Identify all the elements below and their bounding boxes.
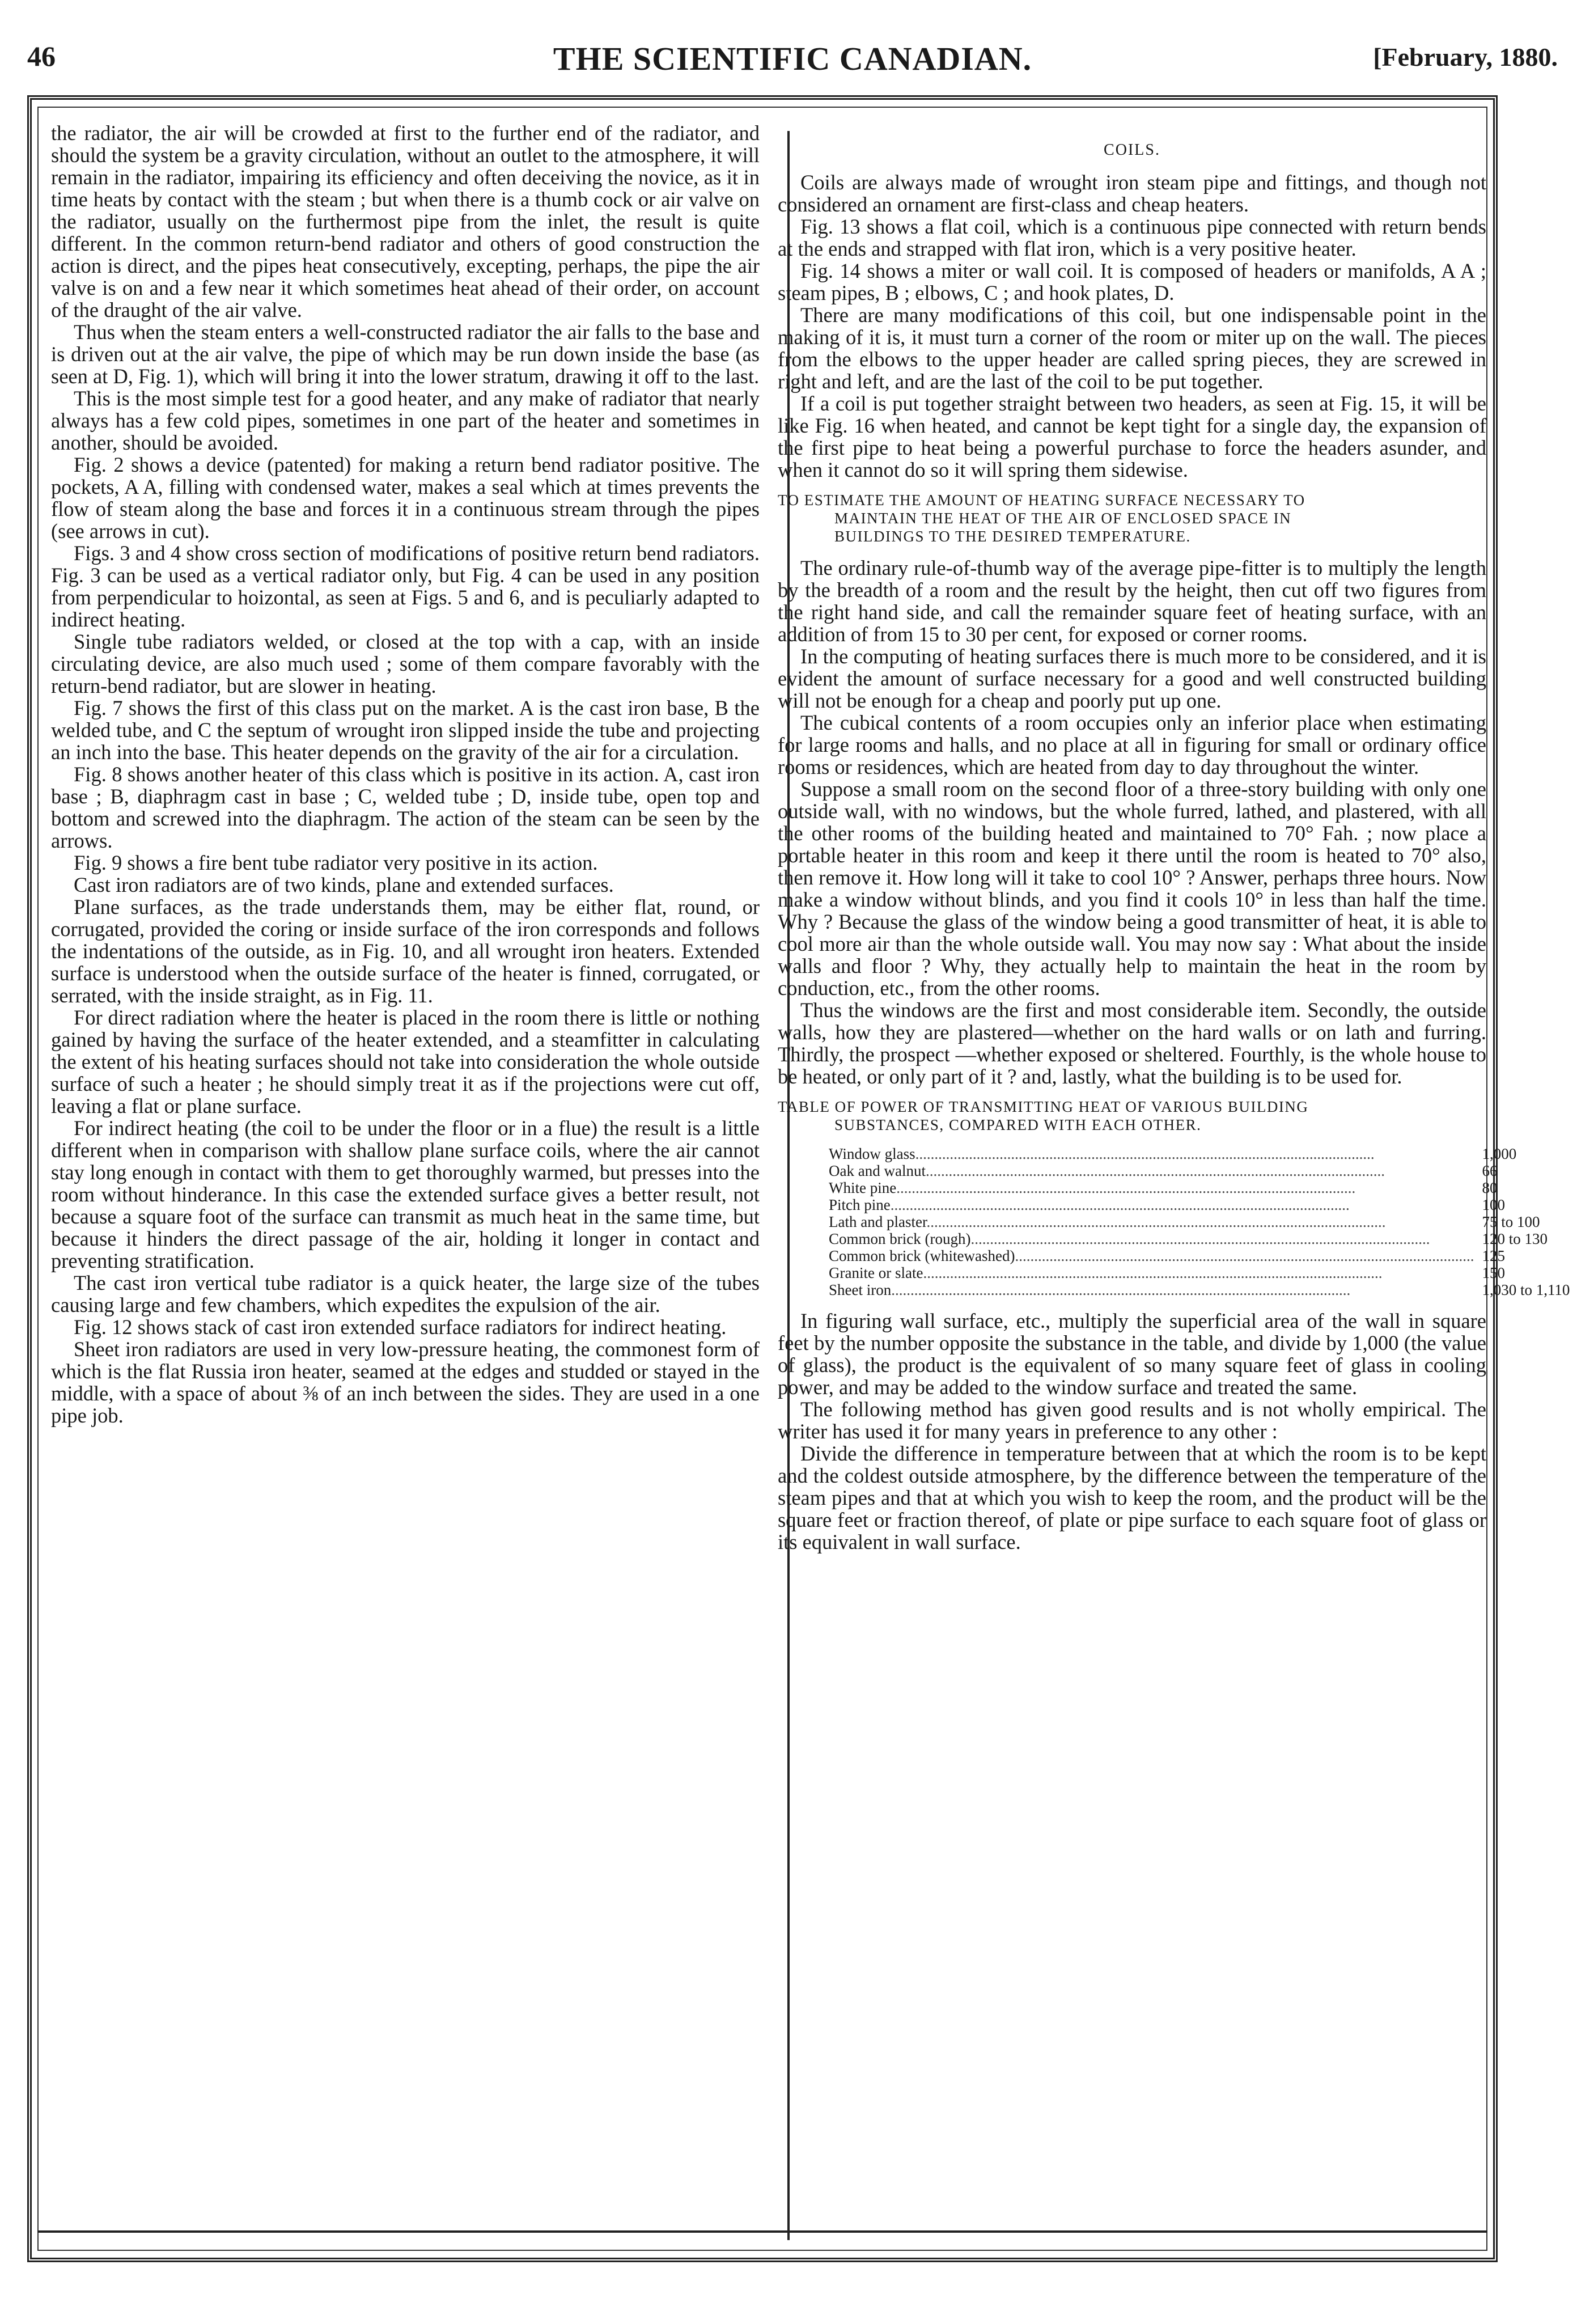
paragraph: Sheet iron radiators are used in very low-pressure heating, the commonest form of which is the flat Russia iron heater, seamed at the edges and studded or stayed in the middle, with a space of about ⅜ of an inch between the sides. They are used in a one pipe job. <box>51 1337 760 1427</box>
table-row <box>829 1162 1570 1179</box>
coils-heading: COILS. <box>1104 141 1160 159</box>
table-row <box>829 1247 1570 1264</box>
substance-value: 150 <box>1482 1264 1505 1281</box>
paragraph: Fig. 9 shows a fire bent tube radiator very positive in its action. <box>74 851 598 874</box>
paragraph: Cast iron radiators are of two kinds, plane and extended surfaces. <box>74 873 614 896</box>
paragraph: Coils are always made of wrought iron steam pipe and fittings, and though not considered an ornament are first-class and cheap heaters. <box>778 171 1486 216</box>
table-row <box>829 1230 1570 1247</box>
paragraph: Fig. 7 shows the first of this class put on the market. A is the cast iron base, B the welded tube, and C the septum of wrought iron slipped inside the tube and projecting an inch into the base. This heater depends on the gravity of the air for a circulation. <box>51 696 760 764</box>
estimate-heading-line-3: BUILDINGS TO THE DESIRED TEMPERATURE. <box>834 528 1191 545</box>
substance-label: Lath and plaster <box>829 1213 927 1230</box>
substance-name <box>829 1264 1474 1281</box>
table-row <box>829 1145 1570 1162</box>
substance-value: 75 to 100 <box>1482 1213 1540 1230</box>
paragraph: the radiator, the air will be crowded at first to the further end of the radiator, and should the system be a gravity circulation, without an outlet to the atmosphere, it will remain in the radiator, impairing its efficiency and often deceiving the novice, as it in time heats by contact with the steam ; but when there is a thumb cock or air valve on the radiator, usually on the furthermost pipe from the inlet, the result is quite different. In the common return-bend radiator and others of good construction the action is direct, and the pipes heat consecutively, excepting, perhaps, the pipe the air valve is on and a few near it which sometimes heat ahead of their order, on account of the draught of the air valve. <box>51 121 760 321</box>
table-row <box>829 1179 1570 1196</box>
substance-label: Oak and walnut <box>829 1162 926 1179</box>
paragraph: Fig. 8 shows another heater of this class which is positive in its action. A, cast iron base ; B, diaphragm cast in base ; C, welded tube ; D, inside tube, open top and bottom and screwed into the diaphragm. The action of the steam can be seen by the arrows. <box>51 763 760 852</box>
bottom-rule <box>37 2230 1487 2233</box>
estimate-heading-line-1: TO ESTIMATE THE AMOUNT OF HEATING SURFACE NECESSARY TO <box>778 492 1305 509</box>
paragraph: The cubical contents of a room occupies only an inferior place when estimating for large rooms and halls, and no place at all in figuring for small or ordinary office rooms or residences, which are heated from day to day throughout the winter. <box>778 711 1486 778</box>
substance-name <box>829 1230 1474 1247</box>
leader-dots: ........................................................................................................................ <box>915 1145 1375 1162</box>
substance-name <box>829 1213 1474 1230</box>
substance-value: 66 <box>1482 1162 1498 1179</box>
leader-dots: ........................................................................................................................ <box>1015 1247 1474 1264</box>
paragraph: Figs. 3 and 4 show cross section of modifications of positive return bend radiators. Fig. 3 can be used as a vertical radiator only, but Fig. 4 can be used in any position from perpendicular to hoizontal, as seen at Figs. 5 and 6, and is peculiarly adapted to indirect heating. <box>51 541 760 631</box>
leader-dots: ........................................................................................................................ <box>896 1179 1356 1196</box>
paragraph: Suppose a small room on the second floor of a three-story building with only one outside wall, with no windows, but the whole furred, lathed, and plastered, with all the other rooms of the building heated and maintained to 70° Fah. ; now place a portable heater in this room and keep it there until the room is heated to 70° also, then remove it. How long will it take to cool 10° ? Answer, perhaps three hours. Now make a window without blinds, and you find it cools 10° in less than half the time. Why ? Because the glass of the window being a good transmitter of heat, it is able to cool more air than the whole outside wall. You may now say : What about the inside walls and floor ? Why, they actually help to maintain the heat in the room by conduction, etc., from the other rooms. <box>778 777 1486 1000</box>
paragraph: In the computing of heating surfaces there is much more to be considered, and it is evident the amount of surface necessary for a good and well constructed building will not be enough for a cheap and poorly put up one. <box>778 645 1486 712</box>
paragraph: Fig. 14 shows a miter or wall coil. It is composed of headers or manifolds, A A ; steam pipes, B ; elbows, C ; and hook plates, D. <box>778 259 1486 304</box>
substance-name <box>829 1281 1474 1298</box>
table-row <box>829 1213 1570 1230</box>
issue-date: [February, 1880. <box>1373 43 1558 71</box>
substance-name <box>829 1145 1474 1162</box>
paragraph: Single tube radiators welded, or closed at the top with a cap, with an inside circulating device, are also much used ; some of them compare favorably with the return-bend radiator, but are slower in heating. <box>51 630 760 697</box>
paragraph: Fig. 12 shows stack of cast iron extended surface radiators for indirect heating. <box>74 1315 727 1339</box>
journal-title: THE SCIENTIFIC CANADIAN. <box>553 40 1032 77</box>
paragraph: Fig. 2 shows a device (patented) for making a return bend radiator positive. The pockets, A A, filling with condensed water, makes a seal which at times prevents the flow of steam along the base and forces it in a continuous stream through the pipes (see arrows in cut). <box>51 453 760 543</box>
substance-label: Pitch pine <box>829 1196 891 1213</box>
table-row <box>829 1281 1570 1298</box>
estimate-heading <box>778 491 1486 545</box>
substance-value: 100 <box>1482 1196 1505 1213</box>
table-heading-line-1: TABLE OF POWER OF TRANSMITTING HEAT OF VARIOUS BUILDING <box>778 1098 1309 1115</box>
paragraph: Thus when the steam enters a well-constructed radiator the air falls to the base and is driven out at the air valve, the pipe of which may be run down inside the base (as seen at D, Fig. 1), which will bring it into the lower stratum, drawing it off to the last. <box>51 320 760 388</box>
substance-value: 1,000 <box>1482 1145 1517 1162</box>
estimate-heading-line-2: MAINTAIN THE HEAT OF THE AIR OF ENCLOSED SPACE IN <box>834 510 1292 527</box>
substance-value: 80 <box>1482 1179 1498 1196</box>
leader-dots: ........................................................................................................................ <box>890 1196 1350 1213</box>
substances-table <box>829 1145 1570 1298</box>
substance-label: White pine <box>829 1179 897 1196</box>
substance-label: Granite or slate <box>829 1264 923 1281</box>
substance-name <box>829 1162 1474 1179</box>
paragraph: The ordinary rule-of-thumb way of the average pipe-fitter is to multiply the length by the breadth of a room and the result by the height, then cut off two figures from the right hand side, and call the remainder square feet of heating surface, with an addition of from 15 to 30 per cent, for exposed or corner rooms. <box>778 556 1486 646</box>
substance-label: Common brick (whitewashed) <box>829 1247 1015 1264</box>
paragraph: There are many modifications of this coil, but one indispensable point in the making of it is, it must turn a corner of the room or miter up on the wall. The pieces from the elbows to the upper header are called spring pieces, they are screwed in right and left, and are the last of the coil to be put together. <box>778 303 1486 393</box>
paragraph: The following method has given good results and is not wholly empirical. The writer has used it for many years in preference to any other : <box>778 1398 1486 1443</box>
right-column <box>778 139 1570 1553</box>
table-heading-line-2: SUBSTANCES, COMPARED WITH EACH OTHER. <box>834 1116 1202 1133</box>
leader-dots: ........................................................................................................................ <box>926 1213 1386 1230</box>
paragraph: This is the most simple test for a good heater, and any make of radiator that nearly always has a few cold pipes, sometimes in one part of the heater and sometimes in another, should be avoided. <box>51 387 760 454</box>
substance-value: 125 <box>1482 1247 1505 1264</box>
substance-name <box>829 1179 1474 1196</box>
table-row <box>829 1264 1570 1281</box>
left-column <box>51 122 760 1426</box>
paragraph: Plane surfaces, as the trade understands them, may be either flat, round, or corrugated, provided the coring or inside surface of the iron corresponds and follows the indentations of the outside, as in Fig. 10, and all wrought iron heaters. Extended surface is understood when the outside surface of the heater is finned, corrugated, or serrated, with the inside straight, as in Fig. 11. <box>51 895 760 1007</box>
leader-dots: ........................................................................................................................ <box>923 1264 1383 1281</box>
leader-dots: ........................................................................................................................ <box>891 1281 1351 1298</box>
paragraph: For direct radiation where the heater is placed in the room there is little or nothing gained by having the surface of the heater extended, and a steamfitter in calculating the extent of his heating surfaces should not take into consideration the whole outside surface of such a heater ; he should simply treat it as if the projections were cut off, leaving a flat or plane surface. <box>51 1006 760 1117</box>
substance-label: Common brick (rough) <box>829 1230 971 1247</box>
paragraph: The cast iron vertical tube radiator is a quick heater, the large size of the tubes causing large and few chambers, which expedites the expulsion of the air. <box>51 1271 760 1316</box>
table-heading <box>778 1098 1486 1134</box>
paragraph: Divide the difference in temperature between that at which the room is to be kept and the coldest outside atmosphere, by the difference between the temperature of the steam pipes and that at which you wish to keep the room, and the product will be the square feet or fraction thereof, of plate or pipe surface to each square foot of glass or its equivalent in wall surface. <box>778 1442 1486 1553</box>
substance-name <box>829 1247 1474 1264</box>
table-row <box>829 1196 1570 1213</box>
substance-name <box>829 1196 1474 1213</box>
paragraph: For indirect heating (the coil to be under the floor or in a flue) the result is a little different when in comparison with shallow plane surface coils, where the air cannot stay long enough in contact with them to get thoroughly warmed, but presses into the room without hinderance. In this case the extended surface gives a better result, not because a square foot of the surface can transmit as much heat in the same time, but because it hinders the direct passage of the air, holding it longer in contact and preventing stratification. <box>51 1116 760 1272</box>
paragraph: If a coil is put together straight between two headers, as seen at Fig. 15, it will be like Fig. 16 when heated, and cannot be kept tight for a single day, the expansion of the first pipe to heat being a powerful purchase to force the headers asunder, and when it cannot do so it will spring them sidewise. <box>778 392 1486 481</box>
leader-dots: ........................................................................................................................ <box>925 1162 1385 1179</box>
substance-label: Window glass <box>829 1145 915 1162</box>
paragraph: In figuring wall surface, etc., multiply the superficial area of the wall in square feet by the number opposite the substance in the table, and divide by 1,000 (the value of glass), the product is the equivalent of so many square feet of glass in cooling power, and may be added to the window surface and treated the same. <box>778 1309 1486 1399</box>
substance-value: 1,030 to 1,110 <box>1482 1281 1570 1298</box>
substance-label: Sheet iron <box>829 1281 892 1298</box>
leader-dots: ........................................................................................................................ <box>970 1230 1430 1247</box>
substance-value: 120 to 130 <box>1482 1230 1548 1247</box>
paragraph: Thus the windows are the first and most considerable item. Secondly, the outside walls, how they are plastered—whether on the hard walls or on lath and furring. Thirdly, the prospect —whether exposed or sheltered. Fourthly, is the whole house to be heated, or only part of it ? and, lastly, what the building is to be used for. <box>778 998 1486 1088</box>
paragraph: Fig. 13 shows a flat coil, which is a continuous pipe connected with return bends at the ends and strapped with flat iron, which is a very positive heater. <box>778 215 1486 260</box>
page-header <box>27 40 1558 85</box>
page-number: 46 <box>27 40 56 72</box>
